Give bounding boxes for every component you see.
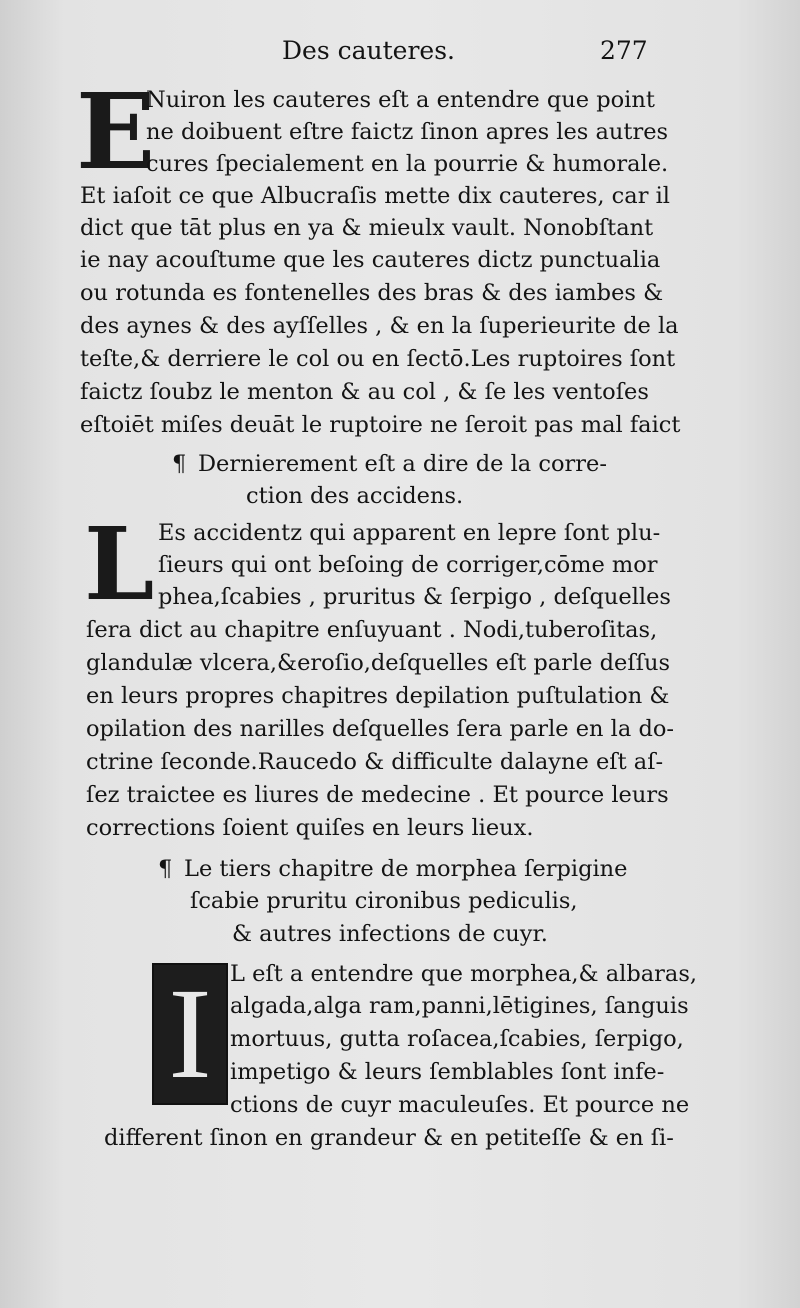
text-line: impetigo & leurs ſemblables ſont infe-	[230, 1059, 665, 1085]
text-line: ſera dict au chapitre enſuyuant . Nodi,tuberoſitas,	[86, 617, 658, 643]
text-line: ctrine ſeconde.Raucedo & difficulte dalayne eſt aſ-	[86, 749, 664, 775]
pilcrow-mark: ¶	[158, 856, 173, 882]
text-line: teſte,& derriere le col ou en ſectō.Les ruptoires ſont	[80, 346, 676, 372]
running-title: Des cauteres.	[282, 36, 455, 65]
chapter-heading: Le tiers chapitre de morphea ſerpigine	[184, 856, 628, 882]
page-number: 277	[600, 36, 648, 65]
ornate-drop-cap-i: I	[152, 963, 228, 1105]
text-line: opilation des narilles deſquelles ſera parle en la do-	[86, 716, 674, 742]
chapter-heading: ſcabie pruritu cironibus pediculis,	[190, 888, 578, 914]
text-line: ne doibuent eſtre faictz ſinon apres les autres	[146, 119, 669, 145]
pilcrow-mark: ¶	[172, 451, 187, 477]
text-line: cures ſpecialement en la pourrie & humorale.	[146, 151, 669, 177]
section-heading: Dernierement eſt a dire de la corre-	[198, 451, 607, 477]
text-line: ie nay acouſtume que les cauteres dictz punctualia	[80, 247, 661, 273]
text-line: ſez traictee es liures de medecine . Et pource leurs	[86, 782, 669, 808]
text-line: Es accidentz qui apparent en lepre ſont plu-	[158, 520, 661, 546]
text-line: ctions de cuyr maculeuſes. Et pource ne	[230, 1092, 690, 1118]
text-line: faictz ſoubz le menton & au col , & ſe les ventoſes	[80, 379, 649, 405]
text-line: L eſt a entendre que morphea,& albaras,	[230, 961, 698, 987]
drop-cap-l: L	[84, 505, 155, 623]
chapter-heading: & autres infections de cuyr.	[232, 921, 548, 947]
text-line: eſtoiēt miſes deuāt le ruptoire ne ſeroit pas mal faict	[80, 412, 681, 438]
text-line: mortuus, gutta roſacea,ſcabies, ſerpigo,	[230, 1026, 684, 1052]
text-line: des aynes & des ayſſelles , & en la ſuperieurite de la	[80, 313, 679, 339]
text-line: dict que tāt plus en ya & mieulx vault. Nonobſtant	[80, 215, 654, 241]
drop-cap-e: E	[76, 70, 156, 193]
text-line: glandulæ vlcera,&eroſio,deſquelles eſt parle deſſus	[86, 650, 671, 676]
text-line: ſieurs qui ont beſoing de corriger,cōme mor	[158, 552, 658, 578]
section-heading: ction des accidens.	[246, 483, 464, 509]
text-line: en leurs propres chapitres depilation puſtulation &	[86, 683, 670, 709]
text-line: algada,alga ram,panni,lētigines, ſanguis	[230, 993, 689, 1019]
text-line: Nuiron les cauteres eſt a entendre que point	[146, 87, 655, 113]
text-line: phea,ſcabies , pruritus & ſerpigo , deſquelles	[158, 584, 671, 610]
text-line: Et iaſoit ce que Albucraſis mette dix cauteres, car il	[80, 183, 670, 209]
text-line: ou rotunda es fontenelles des bras & des iambes &	[80, 280, 664, 306]
text-line: different ſinon en grandeur & en petiteſſe & en ſi-	[104, 1125, 674, 1151]
text-line: corrections ſoient quiſes en leurs lieux.	[86, 815, 534, 841]
